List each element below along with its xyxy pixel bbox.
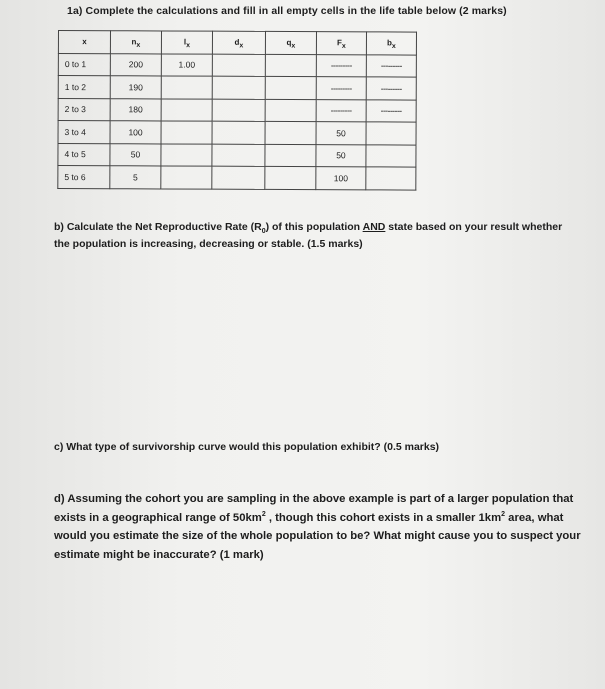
cell-qx <box>265 121 316 144</box>
cell-lx <box>161 98 212 121</box>
cell-qx <box>265 144 316 167</box>
table-header-row <box>58 31 416 55</box>
cell-x: 1 to 2 <box>58 76 110 99</box>
cell-x: 2 to 3 <box>58 98 110 121</box>
cell-fx: --------- <box>316 54 366 77</box>
table-row <box>58 98 416 122</box>
header-dx: $d_x$ <box>212 31 265 54</box>
table-row <box>58 121 416 145</box>
cell-x: 0 to 1 <box>58 53 110 76</box>
question-a-label: 1a) <box>67 5 83 17</box>
cell-nx: 100 <box>110 121 161 144</box>
cell-fx: 100 <box>316 167 366 190</box>
cell-lx <box>161 143 212 166</box>
cell-fx: 50 <box>316 144 366 167</box>
cell-bx: --------- <box>366 77 416 100</box>
table-row <box>58 53 416 77</box>
header-qx: $q_x$ <box>265 31 316 54</box>
question-d: d) Assuming the cohort you are sampling in the above example is part of a larger population that exists in a geographical range of $50km^2$ , though this cohort exists in a smaller $1km^2$ area, what would you estimate the size of the whole population to be? What might cause you to suspect your estimate might be inaccurate? (1 mark) <box>54 493 581 561</box>
header-lx: $l_x$ <box>161 31 212 54</box>
cell-dx <box>212 76 265 99</box>
cell-dx <box>212 166 265 189</box>
cell-bx <box>366 167 416 190</box>
table-row <box>58 143 416 167</box>
cell-lx: 1.00 <box>161 53 212 76</box>
cell-qx <box>265 99 316 122</box>
cell-qx <box>265 54 316 77</box>
cell-dx <box>212 54 265 77</box>
and-emphasis: AND <box>362 221 386 233</box>
cell-bx <box>366 122 416 145</box>
cell-lx <box>161 166 212 189</box>
cell-fx: --------- <box>316 77 366 100</box>
cell-nx: 200 <box>110 53 161 76</box>
cell-bx: --------- <box>366 99 416 122</box>
cell-qx <box>265 76 316 99</box>
cell-bx <box>366 144 416 167</box>
cell-nx: 5 <box>110 166 161 189</box>
table-row <box>58 166 416 190</box>
cell-bx: --------- <box>366 54 416 77</box>
cell-dx <box>212 144 265 167</box>
question-b: b) Calculate the Net Reproductive Rate $(R_0)$ of this population AND state based on your result whether the population is increasing, decreasing or stable. (1.5 marks) <box>54 221 563 250</box>
header-nx: $n_x$ <box>110 31 161 54</box>
header-bx: $b_x$ <box>366 32 416 55</box>
cell-dx <box>212 99 265 122</box>
question-a-text: Complete the calculations and fill in all empty cells in the life table below (2 marks) <box>85 5 507 17</box>
cell-fx: 50 <box>316 122 366 145</box>
header-x: x <box>58 31 110 54</box>
cell-nx: 190 <box>110 76 161 99</box>
cell-qx <box>265 166 316 189</box>
cell-dx <box>212 121 265 144</box>
table-row <box>58 76 416 100</box>
cell-nx: 180 <box>110 98 161 121</box>
cell-x: 4 to 5 <box>58 143 110 166</box>
question-a <box>67 5 507 17</box>
question-c: c) What type of survivorship curve would this population exhibit? (0.5 marks) <box>54 441 440 453</box>
life-table <box>57 30 417 190</box>
cell-x: 3 to 4 <box>58 121 110 144</box>
header-fx: $F_x$ <box>316 32 366 55</box>
cell-lx <box>161 121 212 144</box>
cell-fx: --------- <box>316 99 366 122</box>
cell-nx: 50 <box>110 143 161 166</box>
cell-lx <box>161 76 212 99</box>
cell-x: 5 to 6 <box>58 166 110 189</box>
